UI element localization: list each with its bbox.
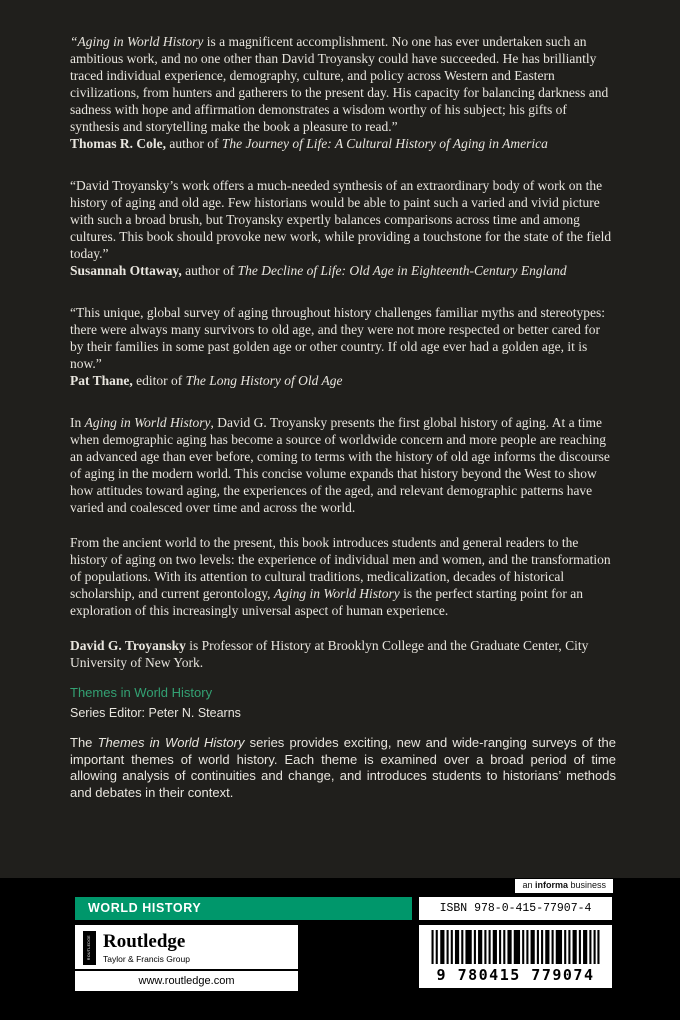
quote-1-attribution <box>70 135 616 152</box>
p1-lead: In <box>70 415 85 430</box>
informa-pre: an <box>522 880 535 890</box>
informa-post: business <box>567 880 606 890</box>
series-description <box>70 735 616 801</box>
author-name: David G. Troyansky <box>70 638 186 653</box>
isbn-label: ISBN 978-0-415-77907-4 <box>419 897 612 920</box>
blurb-series-title: Themes in World History <box>97 735 245 750</box>
quote-2-attr-work: The Decline of Life: Old Age in Eighteenth-Century England <box>237 263 567 278</box>
p2-end: is the perfect starting point for an exploration of this increasingly universal aspect of human experience. <box>70 586 584 618</box>
author-bio <box>70 637 616 671</box>
informa-bold: informa <box>534 880 568 890</box>
quote-1-attr-mid: author of <box>166 136 222 151</box>
routledge-vertical-logo <box>83 931 96 965</box>
quote-3-body: “This unique, global survey of aging throughout history challenges familiar myths and stereotypes: there were always many survivors to old age, and they were not more respected or better cared for by their families in some past golden age or other country. If old age ever had a golden age, it is now.” <box>70 305 606 371</box>
world-history-band: WORLD HISTORY <box>75 897 412 920</box>
series-editor: Series Editor: Peter N. Stearns <box>70 706 241 720</box>
p1-rest: , David G. Troyansky presents the first global history of aging. At a time when demographic aging has become a source of worldwide concern and more people are reaching an advanced age than ever before, coming to terms with the history of old age informs the discourse of aging in the modern world. This concise volume expands that history beyond the West to show how attitudes toward aging, the experiences of the aged, and relevant demographic patterns have varied and coalesced over time and across the world. <box>70 415 610 515</box>
routledge-wordmark <box>103 932 190 964</box>
quote-3-attr-mid: editor of <box>132 373 186 388</box>
routledge-logo <box>75 925 298 969</box>
informa-business-label <box>515 879 613 893</box>
description-paragraph-2 <box>70 534 616 619</box>
p2-start: From the ancient world to the present, this book introduces students and general readers to the history of aging on two levels: the experience of individual men and women, and the transformation of populations. With its attention to cultural traditions, medicalization, decades of historical scholarship, and current gerontology, <box>70 535 611 601</box>
quote-1-book-title: “Aging in World History <box>70 34 204 49</box>
series-isbn-row <box>75 897 612 920</box>
barcode <box>419 925 612 988</box>
p1-book-title: Aging in World History <box>84 415 211 430</box>
quote-2 <box>70 177 616 279</box>
blurb-lead: The <box>70 735 98 750</box>
series-title: Themes in World History <box>70 685 213 700</box>
quote-3 <box>70 304 616 389</box>
quote-1-body: is a magnificent accomplishment. No one has ever undertaken such an ambitious work, and no one other than David Troyansky could have succeeded. He has brilliantly traced individual experience, demography, culture, and policy across Western and Eastern civilizations, from hunters and gatherers to the present day. His capacity for balancing darkness and sadness with hope and affirmation demonstrates a wisdom worthy of his subject; his gifts of synthesis and storytelling make the book a pleasure to read.” <box>70 34 609 134</box>
routledge-name: Routledge <box>103 931 186 952</box>
quote-1 <box>70 33 616 152</box>
routledge-vertical-text: ROUTLEDGE <box>86 935 91 961</box>
routledge-logo-box <box>75 925 298 991</box>
blurb-rest: series provides exciting, new and wide-ranging surveys of the important themes of world history. Each theme is examined over a broad period of time allowing analysis of continuities and change, and introduces students to historians’ methods and debates in their context. <box>70 735 617 800</box>
quote-3-attr-work: The Long History of Old Age <box>185 373 343 388</box>
routledge-url: www.routledge.com <box>75 969 298 991</box>
quote-2-attr-mid: author of <box>181 263 238 278</box>
quote-3-attribution <box>70 372 616 389</box>
p2-book-title: Aging in World History <box>273 586 400 601</box>
logo-barcode-row <box>75 925 612 991</box>
quote-2-body: “David Troyansky’s work offers a much-needed synthesis of an extraordinary body of work on the history of aging and old age. Few historians would be able to paint such a varied and vivid picture with such a broad brush, but Troyansky expertly balances comparisons across time and among cultures. This book should provoke new work, while providing a touchstone for the state of the field today.” <box>70 178 612 261</box>
author-bio-rest: is Professor of History at Brooklyn College and the Graduate Center, City University of New York. <box>70 638 589 670</box>
quote-3-text <box>70 304 616 372</box>
description-paragraph-1 <box>70 414 616 516</box>
taylor-francis-label: Taylor & Francis Group <box>103 954 190 964</box>
quote-1-attr-work: The Journey of Life: A Cultural History of Aging in America <box>221 136 548 151</box>
quote-2-attr-name: Susannah Ottaway, <box>70 263 182 278</box>
quote-3-attr-name: Pat Thane, <box>70 373 133 388</box>
quote-2-text <box>70 177 616 262</box>
barcode-bars <box>428 930 603 964</box>
barcode-number: 9 780415 779074 <box>436 966 595 984</box>
quote-1-attr-name: Thomas R. Cole, <box>70 136 167 151</box>
publisher-bar <box>0 878 680 1020</box>
quote-2-attribution <box>70 262 616 279</box>
quote-1-text <box>70 33 616 135</box>
